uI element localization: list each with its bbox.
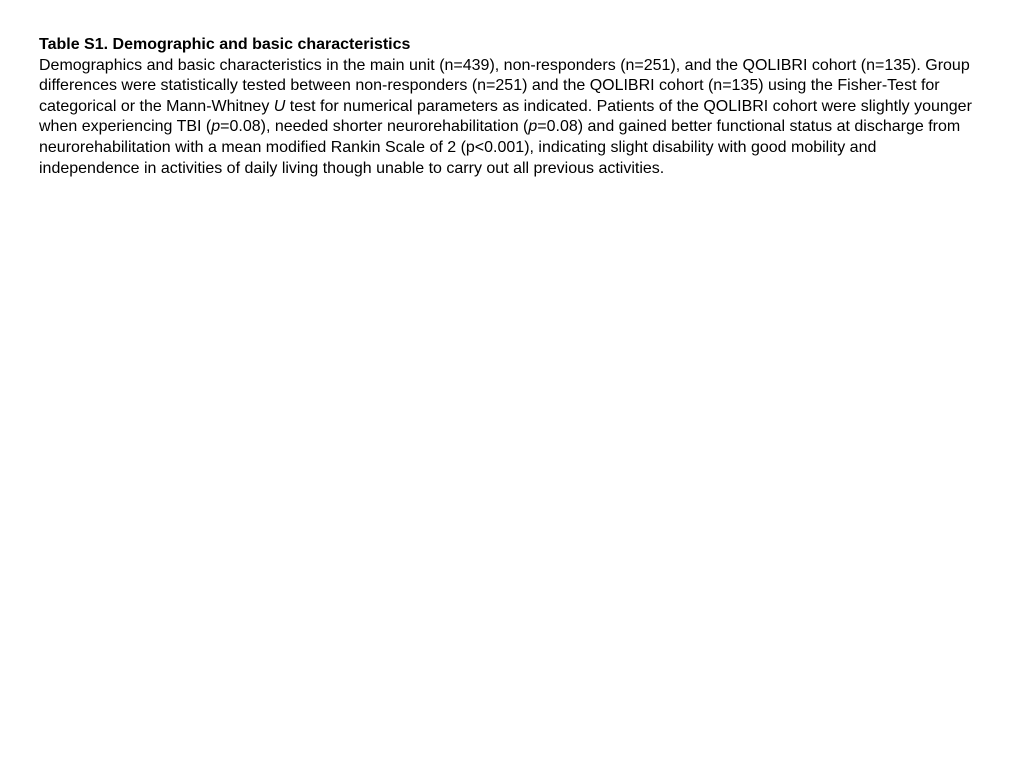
caption-text-2: test for numerical parameters as indicated. Patients of the QOLIBRI cohort were slightly younger when experiencing TBI (: [39, 97, 972, 136]
table-title: Table S1. Demographic and basic characteristics: [39, 36, 411, 53]
document-page: [39, 35, 979, 179]
p-value-symbol: p: [211, 118, 221, 136]
caption-text-4: =0.08) and gained better functional status at discharge from neurorehabilitation with a mean modified Rankin Scale of 2 (p<0.001), indicating slight disability with good mobility and independence in activities of daily living though unable to carry out all previous activities.: [39, 118, 961, 177]
caption-text-3: =0.08), needed shorter neurorehabilitation (: [220, 118, 529, 136]
caption-text-1: Demographics and basic characteristics in the main unit (n=439), non-responders (n=251), and the QOLIBRI cohort (n=135). Group differences were statistically tested between non-responders (n=251) and the QOLIBRI cohort (n=135) using the Fisher-Test for categorical or the Mann-Whitney: [39, 56, 970, 115]
p-value-symbol: p: [528, 118, 538, 136]
table-caption: [39, 56, 979, 180]
u-test-symbol: U: [273, 97, 286, 115]
